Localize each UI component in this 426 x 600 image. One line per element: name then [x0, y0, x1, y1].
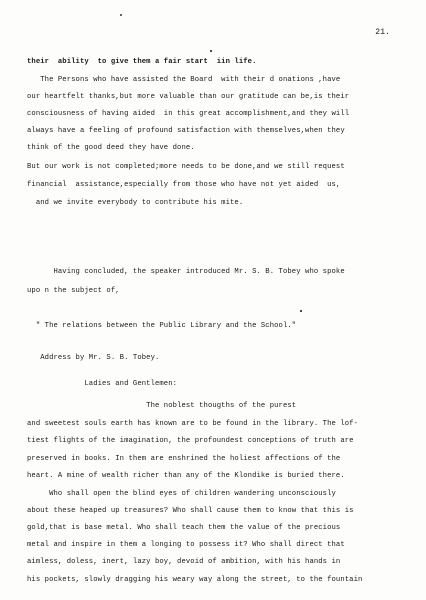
- text-line: about these heaped up treasures? Who shall cause them to know that this is: [27, 507, 354, 515]
- text-line: consciousness of having aided in this great accomplishment,and they will: [27, 110, 350, 118]
- text-line: " The relations between the Public Library and the School.": [27, 322, 297, 330]
- text-line: always have a feeling of profound satisfaction with themselves,when they: [27, 127, 345, 135]
- text-line: preserved in books. In them are enshrined the holiest affections of the: [27, 455, 341, 463]
- text-line: Who shall open the blind eyes of children wandering unconsciously: [27, 490, 336, 498]
- text-line: Ladies and Gentlemen:: [27, 380, 178, 388]
- text-line: financial assistance,especially from those who have not yet aided us,: [27, 181, 341, 189]
- ink-speck: [120, 14, 122, 16]
- text-line: his pockets, slowly dragging his weary way along the street, to the fountain: [27, 576, 363, 584]
- ink-speck: [300, 310, 302, 312]
- page-number: 21.: [375, 28, 390, 37]
- text-line: The noblest thougths of the purest: [27, 402, 297, 410]
- ink-speck: [210, 50, 212, 52]
- text-line: gold,that is base metal. Who shall teach them the value of the precious: [27, 524, 341, 532]
- text-line: heart. A mine of wealth richer than any of the Klondike is buried there.: [27, 472, 345, 480]
- text-line: and we invite everybody to contribute his mite.: [27, 199, 244, 207]
- text-line: upo n the subject of,: [27, 287, 120, 295]
- text-line: and sweetest souls earth has known are to be found in the library. The lof-: [27, 420, 358, 428]
- text-line: aimless, doless, inert, lazy boy, devoid of ambition, with his hands in: [27, 558, 341, 566]
- text-line: tiest flights of the imagination, the profoundest conceptions of truth are: [27, 437, 354, 445]
- text-line: The Persons who have assisted the Board with their d onations ,have: [27, 76, 341, 84]
- text-line: Address by Mr. S. B. Tobey.: [27, 354, 160, 362]
- text-line: their ability to give them a fair start iin life.: [27, 58, 257, 66]
- text-line: metal and inspire in them a longing to possess it? Who shall direct that: [27, 541, 345, 549]
- text-line: our heartfelt thanks,but more valuable than our gratitude can be,is their: [27, 93, 350, 101]
- text-line: think of the good deed they have done.: [27, 144, 195, 152]
- text-line: Having concluded, the speaker introduced Mr. S. B. Tobey who spoke: [27, 268, 345, 276]
- text-line: But our work is not completed;more needs to be done,and we still request: [27, 163, 345, 171]
